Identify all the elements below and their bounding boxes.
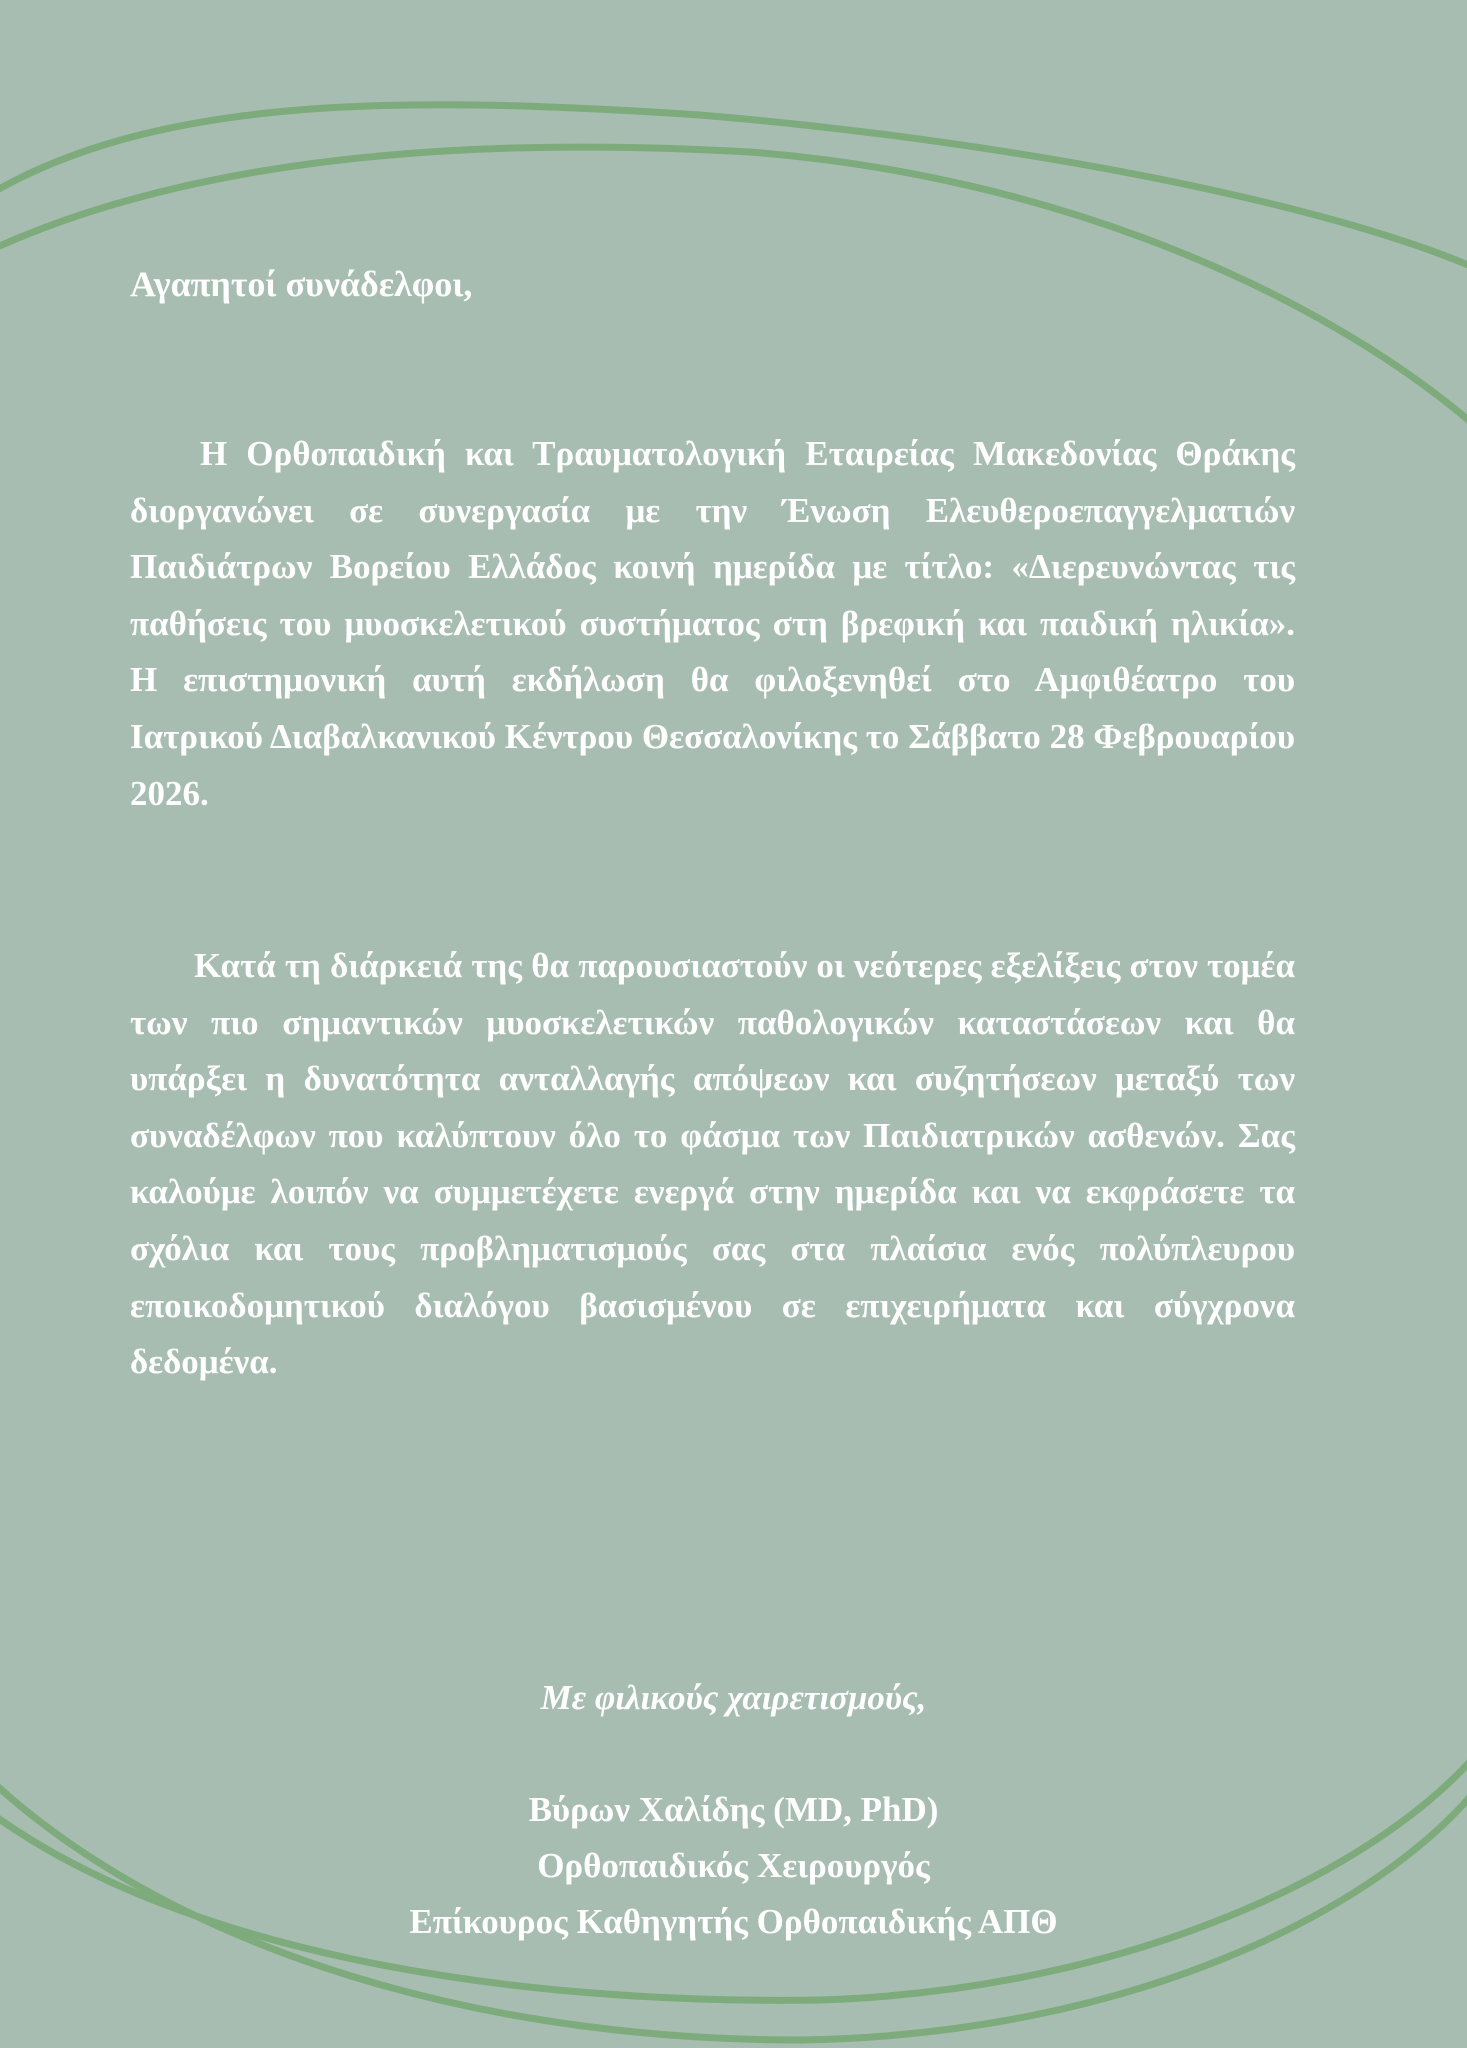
letter-paragraph-event-announcement: Η Ορθοπαιδική και Τραυματολογική Εταιρείας Μακεδονίας Θράκης διοργανώνει σε συνεργασία με την Ένωση Ελευθεροεπαγγελματιών Παιδιάτρων Βορείου Ελλάδος κοινή ημερίδα με τίτλο: «Διερευνώντας τις παθήσεις του μυοσκελετικού συστήματος στη βρεφική και παιδική ηλικία». Η επιστημονική αυτή εκδήλωση θα φιλοξενηθεί στο Αμφιθέατρο του Ιατρικού Διαβαλκανικού Κέντρου Θεσσαλονίκης το Σάββατο 28 Φεβρουαρίου 2026.	[130, 434, 1295, 813]
letter-paragraph-invitation: Κατά τη διάρκειά της θα παρουσιαστούν οι νεότερες εξελίξεις στον τομέα των πιο σημαντικών μυοσκελετικών παθολογικών καταστάσεων και θα υπάρξει η δυνατότητα ανταλλαγής απόψεων και συζητήσεων μεταξύ των συναδέλφων που καλύπτουν όλο το φάσμα των Παιδιατρικών ασθενών. Σας καλούμε λοιπόν να συμμετέχετε ενεργά στην ημερίδα και να εκφράσετε τα σχόλια και τους προβληματισμούς σας στα πλαίσια ενός πολύπλευρου εποικοδομητικού διαλόγου βασισμένου σε επιχειρήματα και σύγχρονα δεδομένα.	[130, 946, 1295, 1382]
signatory-name: Βύρων Χαλίδης (MD, PhD)	[528, 1790, 939, 1829]
letter-greeting: Αγαπητοί συνάδελφοι,	[130, 264, 473, 304]
top-outer-curve	[0, 105, 1467, 270]
letter-closing: Με φιλικούς χαιρετισμούς,	[540, 1678, 927, 1717]
signatory-role: Ορθοπαιδικός Χειρουργός	[537, 1846, 930, 1885]
signatory-position: Επίκουρος Καθηγητής Ορθοπαιδικής ΑΠΘ	[409, 1902, 1058, 1941]
